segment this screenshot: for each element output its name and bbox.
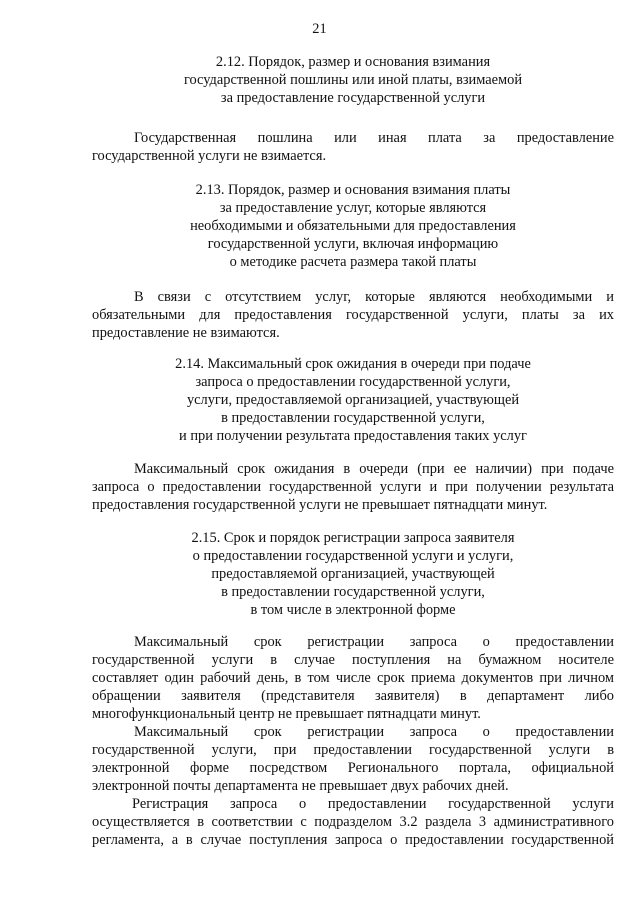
heading-line: услуги, предоставляемой организацией, участвующей xyxy=(186,392,520,408)
section-2-13-heading xyxy=(92,181,614,271)
heading-line: и при получении результата предоставления таких услуг xyxy=(179,428,527,444)
paragraph-line: В связи с отсутствием услуг, которые являются необходимыми и xyxy=(134,289,614,305)
heading-line: запроса о предоставлении государственной услуги, xyxy=(195,374,511,390)
paragraph-line: государственной услуги в случае поступления на бумажном носителе xyxy=(92,652,614,668)
heading-line: 2.12. Порядок, размер и основания взимания xyxy=(215,54,491,70)
heading-line: о методике расчета размера такой платы xyxy=(229,254,477,270)
paragraph-line: предоставление не взимаются. xyxy=(92,325,280,341)
heading-line: в том числе в электронной форме xyxy=(250,602,456,618)
paragraph-line: электронной форме посредством Регионального портала, официальной xyxy=(92,760,614,776)
paragraph-line: предоставления государственной услуги не превышает пятнадцати минут. xyxy=(92,497,548,513)
heading-line: необходимыми и обязательными для предоставления xyxy=(190,218,516,234)
section-2-15-heading xyxy=(92,529,614,619)
paragraph-line: составляет один рабочий день, в том числе срок приема документов при личном xyxy=(92,670,614,686)
paragraph-line: Максимальный срок регистрации запроса о предоставлении xyxy=(134,634,614,650)
section-2-14-heading xyxy=(92,355,614,445)
heading-line: государственной услуги, включая информацию xyxy=(207,236,499,252)
section-2-15-paragraphs xyxy=(92,633,614,849)
paragraph-line: Максимальный срок регистрации запроса о предоставлении xyxy=(134,724,614,740)
heading-line: 2.15. Срок и порядок регистрации запроса заявителя xyxy=(191,530,515,546)
heading-line: 2.13. Порядок, размер и основания взимания платы xyxy=(195,182,511,198)
heading-line: в предоставлении государственной услуги, xyxy=(221,584,485,600)
paragraph-line: электронной почты департамента не превышает двух рабочих дней. xyxy=(92,778,509,794)
paragraph-line: Регистрация запроса о предоставлении государственной услуги xyxy=(132,796,614,812)
heading-line: за предоставление государственной услуги xyxy=(220,90,486,106)
paragraph-line: государственной услуги не взимается. xyxy=(92,148,327,164)
section-2-13-paragraph xyxy=(92,288,614,342)
section-2-12-heading xyxy=(92,53,614,107)
heading-line: государственной пошлины или иной платы, взимаемой xyxy=(183,72,523,88)
paragraph-line: обращении заявителя (представителя заявителя) в департамент либо xyxy=(92,688,614,704)
paragraph-line: обязательными для предоставления государственной услуги, платы за их xyxy=(92,307,614,323)
paragraph-line: Государственная пошлина или иная плата за предоставление xyxy=(134,130,614,146)
section-2-14-paragraph xyxy=(92,460,614,514)
heading-line: в предоставлении государственной услуги, xyxy=(221,410,485,426)
heading-line: 2.14. Максимальный срок ожидания в очереди при подаче xyxy=(175,356,531,372)
heading-line: о предоставлении государственной услуги и услуги, xyxy=(192,548,514,564)
paragraph-line: многофункциональный центр не превышает пятнадцати минут. xyxy=(92,706,481,722)
paragraph-line: запроса о предоставлении государственной услуги и при получении результата xyxy=(92,479,614,495)
paragraph-line: Максимальный срок ожидания в очереди (при ее наличии) при подаче xyxy=(134,461,614,477)
heading-line: предоставляемой организацией, участвующей xyxy=(211,566,495,582)
heading-line: за предоставление услуг, которые являются xyxy=(219,200,487,216)
paragraph-line: государственной услуги, при предоставлении государственной услуги в xyxy=(92,742,614,758)
paragraph-line: регламента, а в случае поступления запроса о предоставлении государственной xyxy=(92,832,614,848)
section-2-12-paragraph xyxy=(92,129,614,165)
paragraph-line: осуществляется в соответствии с подразделом 3.2 раздела 3 административного xyxy=(92,814,614,830)
page-number: 21 xyxy=(312,21,327,37)
